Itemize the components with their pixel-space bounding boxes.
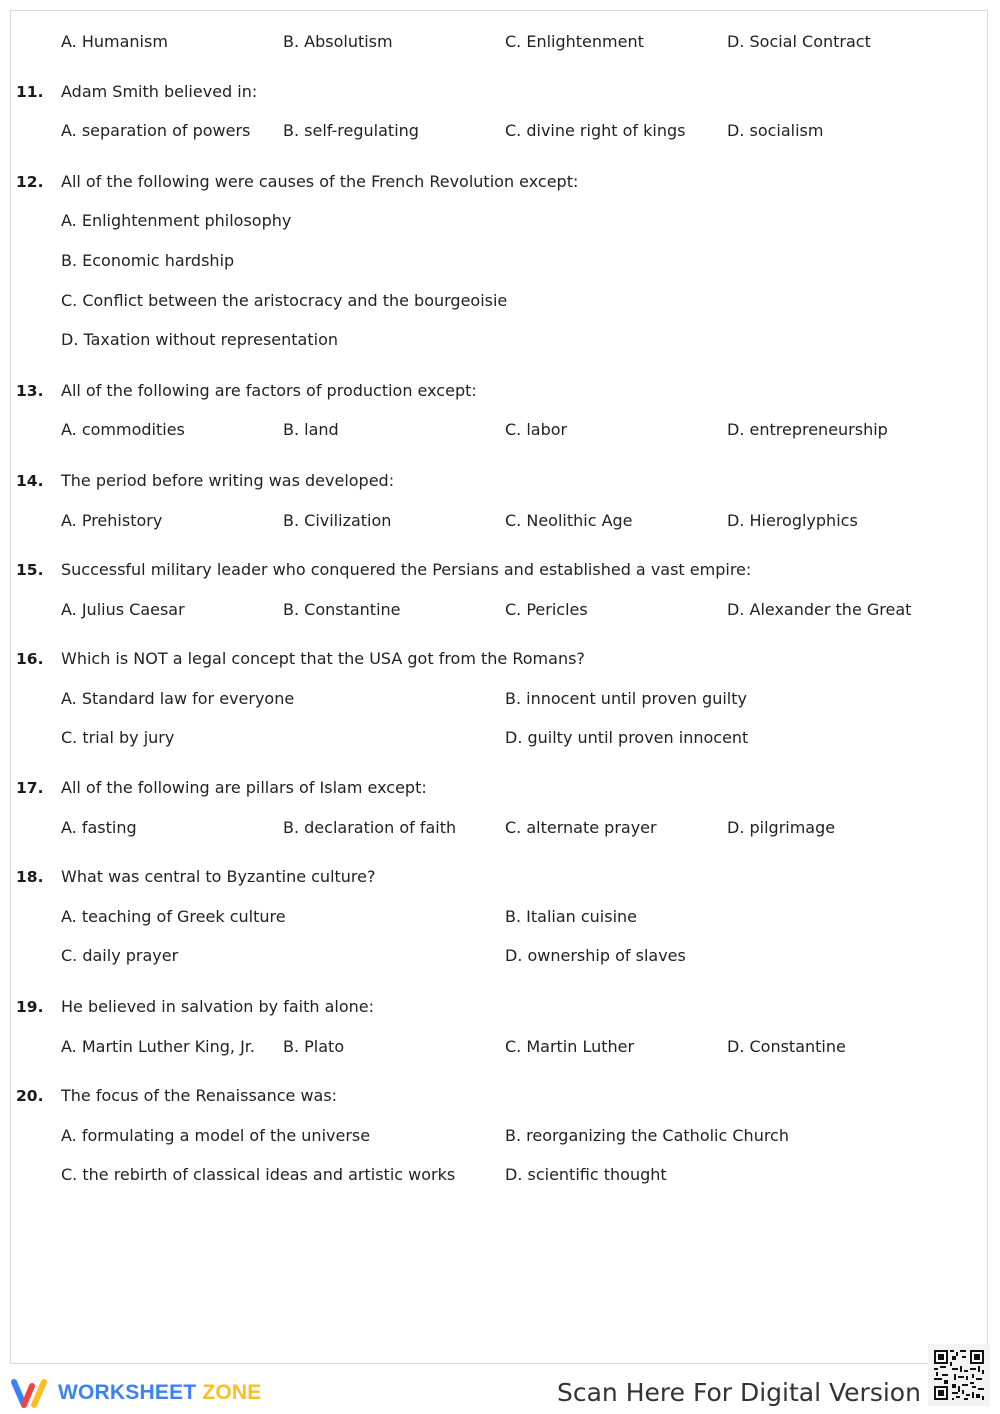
brand-part-zone: ZONE — [202, 1381, 262, 1404]
question-number: 11. — [16, 83, 44, 101]
option-a: A. Prehistory — [61, 511, 163, 530]
brand-part-worksheet: WORKSHEET — [58, 1381, 197, 1404]
option-a: A. Martin Luther King, Jr. — [61, 1037, 255, 1056]
brand-name — [58, 1381, 261, 1405]
scan-text: Scan Here For Digital Version — [557, 1378, 921, 1407]
option-b: B. Absolutism — [283, 32, 393, 51]
question-12 — [16, 170, 956, 364]
w-logo-icon — [10, 1376, 52, 1410]
question-number: 12. — [16, 173, 44, 191]
option-a: A. teaching of Greek culture — [61, 907, 286, 926]
question-11 — [16, 80, 956, 143]
option-c: C. Pericles — [505, 600, 588, 619]
question-20 — [16, 1084, 956, 1198]
question-number: 18. — [16, 868, 44, 886]
question-number: 17. — [16, 779, 44, 797]
question-text: The focus of the Renaissance was: — [61, 1086, 338, 1105]
question-18 — [16, 865, 956, 979]
option-d: D. Social Contract — [727, 32, 871, 51]
option-b: B. Economic hardship — [61, 251, 235, 270]
option-c: C. Neolithic Age — [505, 511, 633, 530]
option-b: B. Plato — [283, 1037, 345, 1056]
question-number: 14. — [16, 472, 44, 490]
option-c: C. Enlightenment — [505, 32, 644, 51]
question-14 — [16, 469, 956, 533]
qr-code-icon[interactable] — [928, 1344, 990, 1406]
question-number: 16. — [16, 650, 44, 668]
question-19 — [16, 995, 956, 1059]
option-c: C. labor — [505, 420, 568, 439]
option-a: A. Enlightenment philosophy — [61, 211, 292, 230]
qr-code-graphic — [928, 1344, 990, 1406]
question-text: Which is NOT a legal concept that the USA got from the Romans? — [61, 649, 585, 668]
question-16 — [16, 647, 956, 761]
option-c: C. alternate prayer — [505, 818, 657, 837]
option-c: C. divine right of kings — [505, 121, 686, 140]
option-b: B. land — [283, 420, 339, 439]
option-c: C. trial by jury — [61, 728, 175, 747]
option-b: B. Civilization — [283, 511, 392, 530]
option-d: D. scientific thought — [505, 1165, 667, 1184]
question-text: All of the following were causes of the French Revolution except: — [61, 172, 579, 191]
option-d: D. pilgrimage — [727, 818, 836, 837]
option-d: D. Alexander the Great — [727, 600, 912, 619]
question-text: He believed in salvation by faith alone: — [61, 997, 375, 1016]
option-c: C. Conflict between the aristocracy and the bourgeoisie — [61, 291, 508, 310]
question-15 — [16, 558, 956, 622]
question-17 — [16, 776, 956, 840]
option-a: A. fasting — [61, 818, 137, 837]
option-d: D. guilty until proven innocent — [505, 728, 749, 747]
question-13 — [16, 379, 956, 442]
question-number: 15. — [16, 561, 44, 579]
question-number: 20. — [16, 1087, 44, 1105]
question-text: Adam Smith believed in: — [61, 82, 258, 101]
option-d: D. Hieroglyphics — [727, 511, 858, 530]
option-c: C. Martin Luther — [505, 1037, 635, 1056]
question-10-options — [16, 30, 956, 54]
option-c: C. daily prayer — [61, 946, 179, 965]
option-a: A. formulating a model of the universe — [61, 1126, 371, 1145]
option-d: D. Taxation without representation — [61, 330, 339, 349]
option-b: B. reorganizing the Catholic Church — [505, 1126, 789, 1145]
option-d: D. ownership of slaves — [505, 946, 686, 965]
option-b: B. Italian cuisine — [505, 907, 638, 926]
question-text: The period before writing was developed: — [61, 471, 395, 490]
option-d: D. Constantine — [727, 1037, 846, 1056]
option-d: D. entrepreneurship — [727, 420, 888, 439]
question-text: Successful military leader who conquered the Persians and established a vast empire: — [61, 560, 752, 579]
option-b: B. Constantine — [283, 600, 401, 619]
option-d: D. socialism — [727, 121, 824, 140]
option-a: A. commodities — [61, 420, 185, 439]
question-text: All of the following are pillars of Islam except: — [61, 778, 427, 797]
worksheet-zone-logo[interactable] — [10, 1376, 261, 1410]
option-a: A. Standard law for everyone — [61, 689, 295, 708]
question-text: What was central to Byzantine culture? — [61, 867, 376, 886]
option-c: C. the rebirth of classical ideas and artistic works — [61, 1165, 456, 1184]
option-b: B. declaration of faith — [283, 818, 457, 837]
option-a: A. Humanism — [61, 32, 168, 51]
option-b: B. innocent until proven guilty — [505, 689, 747, 708]
option-a: A. separation of powers — [61, 121, 251, 140]
question-number: 19. — [16, 998, 44, 1016]
option-a: A. Julius Caesar — [61, 600, 185, 619]
question-number: 13. — [16, 382, 44, 400]
question-text: All of the following are factors of production except: — [61, 381, 477, 400]
option-b: B. self-regulating — [283, 121, 419, 140]
